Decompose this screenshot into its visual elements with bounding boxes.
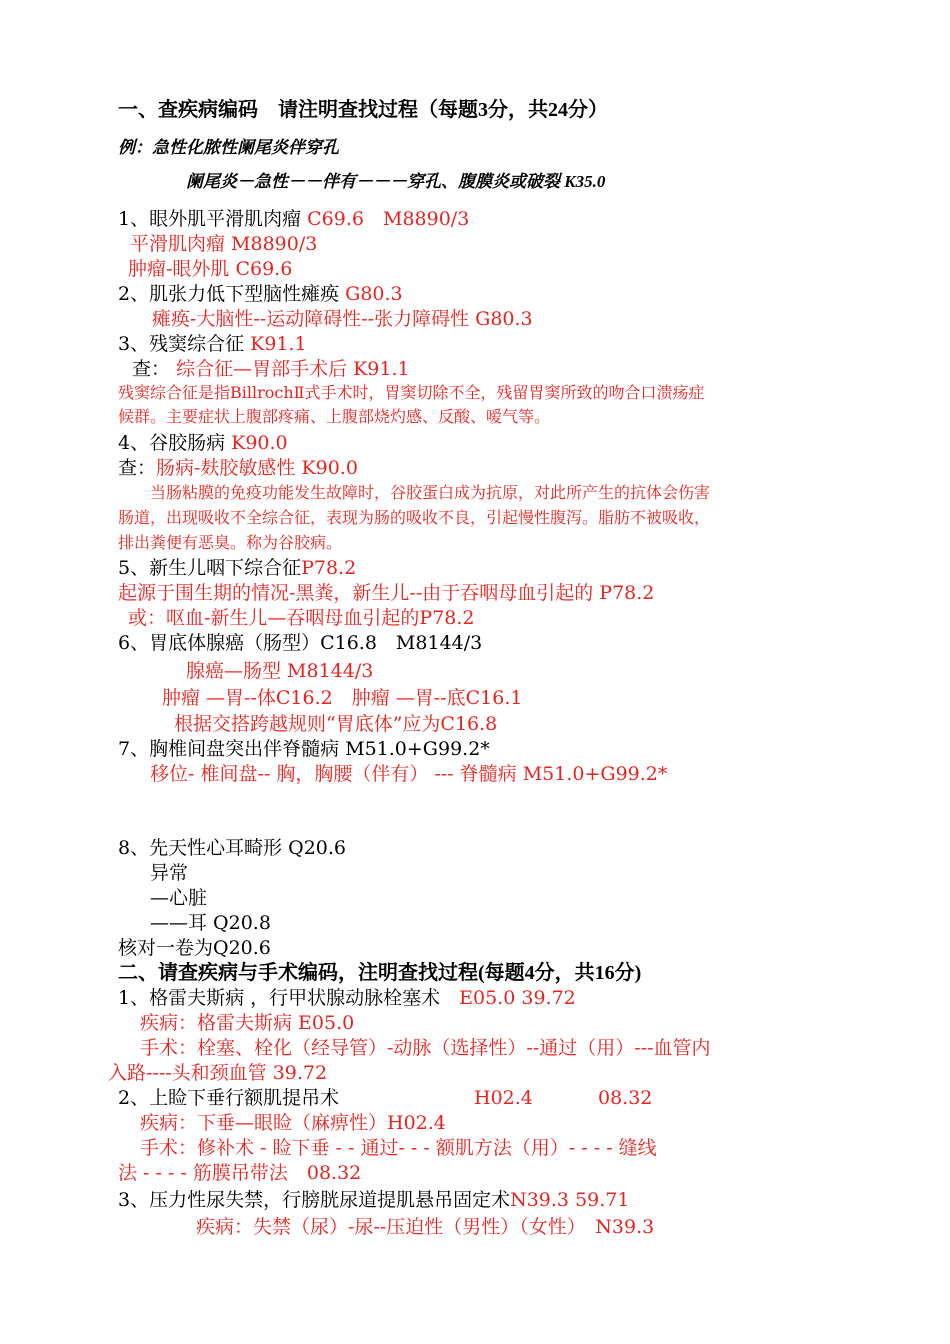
q4-title: 4、谷胶肠病 (118, 432, 226, 454)
q5-answer-1: 起源于围生期的情况-黑粪，新生儿--由于吞咽母血引起的 P78.2 (118, 582, 655, 604)
q6-answer-3: 根据交搭跨越规则“胃底体”应为C16.8 (174, 713, 498, 735)
s2-q2-title: 2、上睑下垂行额肌提吊术 (118, 1087, 340, 1109)
q3-code: K91.1 (250, 333, 307, 355)
s2-q2-code-1: H02.4 (474, 1087, 533, 1109)
q6-answer-2: 肿瘤 —胃--体C16.2 肿瘤 —胃--底C16.1 (162, 687, 523, 709)
section1-heading: 一、查疾病编码 请注明查找过程（每题3分，共24分） (118, 99, 608, 121)
q8-check: 核对一卷为Q20.6 (118, 937, 271, 959)
s2-q2-surgery-2: 法 - - - - 筋膜吊带法 08.32 (118, 1162, 362, 1184)
s2-q3-line (118, 1188, 629, 1212)
s2-q1-surgery-1: 手术：栓塞、栓化（经导管）-动脉（选择性）--通过（用）---血管内 (140, 1037, 711, 1059)
q6-title: 6、胃底体腺癌（肠型）C16.8 M8144/3 (118, 632, 483, 654)
example-label: 例：急性化脓性阑尾炎伴穿孔 (118, 138, 339, 157)
q1-answer-2: 肿瘤-眼外肌 C69.6 (128, 258, 293, 280)
q2-code: G80.3 (345, 283, 403, 305)
s2-q1-title: 1、格雷夫斯病 ，行甲状腺动脉栓塞术 (118, 987, 441, 1009)
q3-note-1: 残窦综合征是指BillrochⅡ式手术时，胃窦切除不全，残留胃窦所致的吻合口溃疡症 (118, 383, 705, 402)
q4-lookup-line (118, 456, 358, 480)
s2-q1-code: E05.0 39.72 (459, 987, 576, 1009)
q2-title: 2、肌张力低下型脑性瘫痪 (118, 283, 340, 305)
example-path: 阑尾炎－急性－－伴有－－－穿孔、腹膜炎或破裂 K35.0 (186, 172, 606, 191)
q1-line (118, 207, 469, 231)
s2-q2-code-2: 08.32 (598, 1087, 653, 1109)
q5-line (118, 556, 356, 580)
q8-step-3: ——耳 Q20.8 (150, 912, 271, 934)
q1-code: C69.6 M8890/3 (307, 208, 470, 230)
s2-q1-line (118, 986, 576, 1010)
q3-lookup-label: 查： (132, 358, 171, 380)
q4-note-2: 肠道，出现吸收不全综合征，表现为肠的吸收不良，引起慢性腹泻。脂肪不被吸收， (118, 508, 711, 527)
q5-answer-2: 或：呕血-新生儿—吞咽母血引起的P78.2 (128, 607, 475, 629)
q5-code: P78.2 (301, 557, 357, 579)
q3-line (118, 332, 307, 356)
s2-q1-surgery-2: 入路----头和颈血管 39.72 (108, 1062, 328, 1084)
q4-code: K90.0 (231, 432, 288, 454)
q2-line (118, 282, 403, 306)
q5-title: 5、新生儿咽下综合征 (118, 557, 302, 579)
q3-lookup: 综合征—胃部手术后 K91.1 (176, 358, 410, 380)
s2-q3-disease: 疾病：失禁（尿）-尿--压迫性（男性）（女性） N39.3 (196, 1216, 655, 1238)
s2-q1-disease: 疾病：格雷夫斯病 E05.0 (140, 1012, 355, 1034)
s2-q2-surgery-1: 手术：修补术 - 睑下垂 - - 通过- - - 额肌方法（用）- - - - 缝线 (140, 1137, 657, 1159)
q8-title: 8、先天性心耳畸形 Q20.6 (118, 837, 347, 859)
q4-lookup: 肠病-麸胶敏感性 K90.0 (156, 457, 358, 479)
q1-answer-1: 平滑肌肉瘤 M8890/3 (130, 233, 318, 255)
q4-note-1: 当肠粘膜的免疫功能发生故障时，谷胶蛋白成为抗原，对此所产生的抗体会伤害 (150, 483, 711, 502)
section2-heading: 二、请查疾病与手术编码，注明查找过程(每题4分，共16分) (118, 962, 642, 984)
q4-note-3: 排出粪便有恶臭。称为谷胶病。 (118, 533, 343, 552)
q6-answer-1: 腺癌—肠型 M8144/3 (186, 660, 374, 682)
q3-lookup-line (132, 357, 410, 381)
q4-line (118, 431, 288, 455)
q2-answer-1: 瘫痪-大脑性--运动障碍性--张力障碍性 G80.3 (152, 308, 533, 330)
q8-step-1: 异常 (150, 862, 189, 884)
s2-q2-disease: 疾病：下垂—眼睑（麻痹性）H02.4 (140, 1112, 446, 1134)
q3-note-2: 候群。主要症状上腹部疼痛、上腹部烧灼感、反酸、嗳气等。 (118, 407, 551, 426)
q1-title: 1、眼外肌平滑肌肉瘤 (118, 208, 302, 230)
q8-step-2: —心脏 (150, 887, 208, 909)
q3-title: 3、残窦综合征 (118, 333, 245, 355)
q7-answer-1: 移位- 椎间盘-- 胸，胸腰（伴有） --- 脊髓病 M51.0+G99.2* (150, 763, 668, 785)
q7-title: 7、胸椎间盘突出伴脊髓病 M51.0+G99.2* (118, 738, 490, 760)
s2-q3-code: N39.3 59.71 (510, 1189, 630, 1211)
s2-q3-title: 3、压力性尿失禁，行膀胱尿道提肌悬吊固定术 (118, 1189, 511, 1211)
q4-lookup-label: 查： (118, 457, 157, 479)
